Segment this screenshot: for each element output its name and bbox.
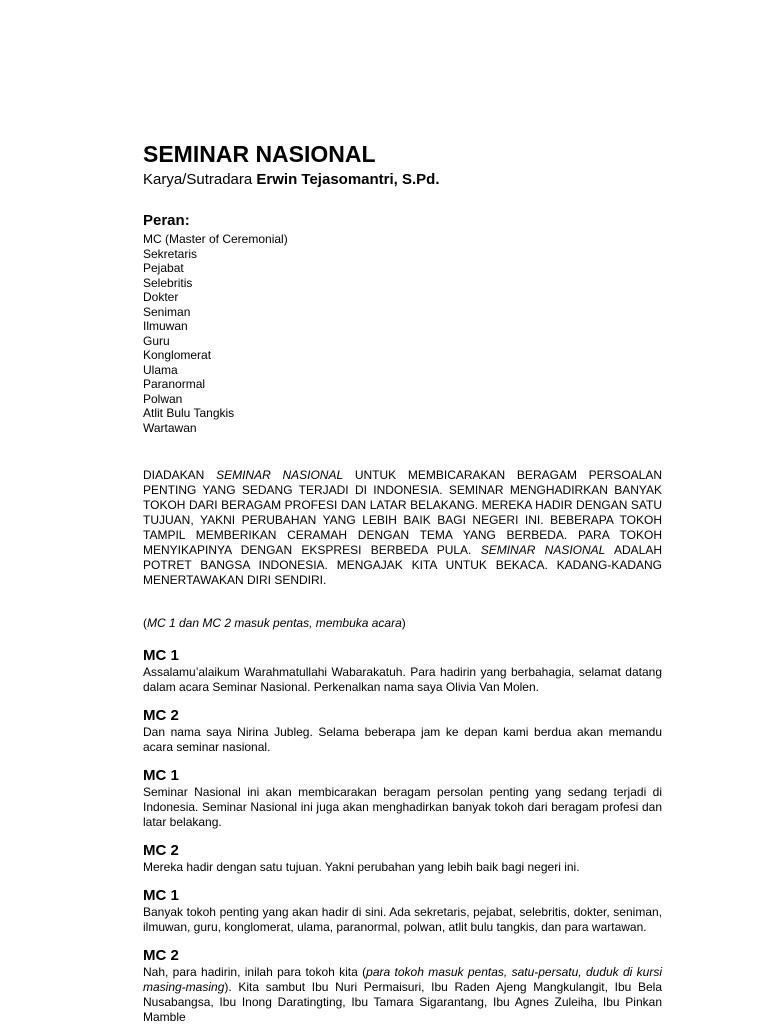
synopsis-text: ADALAH POTRET BANGSA INDONESIA. MENGAJAK KITA UNTUK BEKACA. KADANG-KADANG MENERTAWAKAN DIRI SENDIRI. xyxy=(143,543,662,587)
synopsis-text: DIADAKAN xyxy=(143,468,217,482)
byline-prefix: Karya/Sutradara xyxy=(143,171,257,188)
role-item: Wartawan xyxy=(143,420,197,435)
speaker-name: MC 2 xyxy=(143,707,179,724)
role-item: Ilmuwan xyxy=(143,319,188,333)
dialogue-line: Seminar Nasional ini akan membicarakan beragam persolan penting yang sedang terjadi di Indonesia. Seminar Nasional ini juga akan menghadirkan banyak tokoh dari beragam profesi dan latar belakang. xyxy=(143,785,662,829)
stage-direction-inline: para tokoh masuk pentas, satu-persatu, duduk di kursi masing-masing xyxy=(143,965,663,994)
document-page xyxy=(143,140,662,1025)
speaker-name: MC 1 xyxy=(143,767,179,784)
dialogue-text: Nah, para hadirin, inilah para tokoh kita ( xyxy=(143,965,367,979)
paren: ) xyxy=(401,616,406,630)
role-item: Polwan xyxy=(143,391,183,406)
stage-direction-text: MC 1 dan MC 2 masuk pentas, membuka acara xyxy=(147,616,402,630)
dialogue-block xyxy=(143,887,662,935)
byline xyxy=(143,170,662,190)
role-item: Atlit Bulu Tangkis xyxy=(143,406,235,420)
speaker-name: MC 2 xyxy=(143,947,179,964)
author-name: Erwin Tejasomantri, S.Pd. xyxy=(256,171,440,188)
dialogue-block xyxy=(143,707,662,755)
roles-heading: Peran: xyxy=(143,212,190,229)
role-item: Sekretaris xyxy=(143,246,198,261)
synopsis-text: UNTUK MEMBICARAKAN BERAGAM PERSOALAN PENTING YANG SEDANG TERJADI DI INDONESIA. SEMINAR MENGHADIRKAN BANYAK TOKOH DARI BERAGAM PROFESI DAN LATAR BELAKANG. MEREKA HADIR DENGAN SATU TUJUAN, YAKNI PERUBAHAN YANG LEBIH BAIK BAGI NEGERI INI. BEBERAPA TOKOH TAMPIL MEMBERIKAN CERAMAH DENGAN TEMA YANG BERBEDA. PARA TOKOH MENYIKAPINYA DENGAN EKSPRESI BERBEDA PULA. xyxy=(143,468,663,557)
dialogue-block xyxy=(143,842,662,875)
speaker-name: MC 2 xyxy=(143,842,179,859)
paren: ( xyxy=(143,616,147,630)
roles-list xyxy=(143,232,662,435)
role-item: Dokter xyxy=(143,290,179,304)
role-item: Konglomerat xyxy=(143,348,212,362)
synopsis-paragraph xyxy=(143,468,662,588)
dialogue-line: Banyak tokoh penting yang akan hadir di sini. Ada sekretaris, pejabat, selebritis, dokter, seniman, ilmuwan, guru, konglomerat, ulama, paranormal, polwan, atlit bulu tangkis, dan para wartawan. xyxy=(143,905,662,934)
dialogue-line: Mereka hadir dengan satu tujuan. Yakni perubahan yang lebih baik bagi negeri ini. xyxy=(143,860,580,874)
role-item: Pejabat xyxy=(143,261,184,275)
dialogue-text: ). Kita sambut Ibu Nuri Permaisuri, Ibu Raden Ajeng Mangkulangit, Ibu Bela Nusabangsa, Ibu Inong Daratingting, Ibu Tamara Sigarantang, Ibu Agnes Zuleiha, Ibu Pinkan Mamble xyxy=(143,980,662,1024)
role-item: Selebritis xyxy=(143,275,193,290)
stage-direction xyxy=(143,616,662,631)
speaker-name: MC 1 xyxy=(143,647,179,664)
dialogue-line: Assalamu’alaikum Warahmatullahi Wabarakatuh. Para hadirin yang berbahagia, selamat datang dalam acara Seminar Nasional. Perkenalkan nama saya Olivia Van Molen. xyxy=(143,665,662,694)
role-item: Ulama xyxy=(143,362,178,377)
dialogue-block xyxy=(143,647,662,695)
dialogue-line: Dan nama saya Nirina Jubleg. Selama beberapa jam ke depan kami berdua akan memandu acara seminar nasional. xyxy=(143,725,662,754)
role-item: Seniman xyxy=(143,304,191,319)
role-item: Guru xyxy=(143,333,170,348)
role-item: MC (Master of Ceremonial) xyxy=(143,232,288,246)
dialogue-block xyxy=(143,767,662,830)
dialogue-block xyxy=(143,947,662,1025)
speaker-name: MC 1 xyxy=(143,887,179,904)
synopsis-italic: SEMINAR NASIONAL xyxy=(480,543,606,557)
role-item: Paranormal xyxy=(143,377,206,391)
dialogue xyxy=(143,647,662,1025)
dialogue-line xyxy=(143,965,662,1025)
document-title: SEMINAR NASIONAL xyxy=(143,141,376,167)
synopsis-italic: SEMINAR NASIONAL xyxy=(216,468,344,482)
